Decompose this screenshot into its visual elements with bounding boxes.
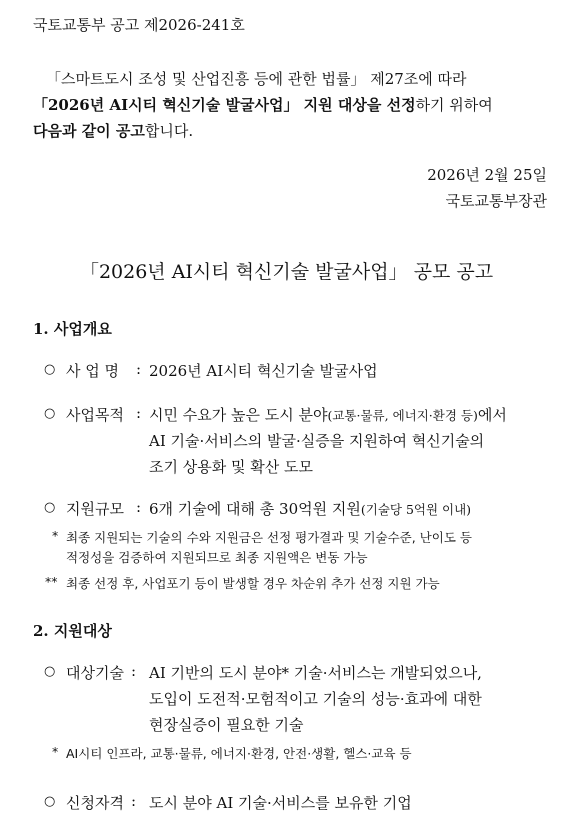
preamble-line-1 bbox=[46, 68, 467, 89]
field-value-line: 도입이 도전적·모험적이고 기술의 성능·효과에 대한 bbox=[149, 690, 482, 708]
preamble-text: 제27조에 따라 bbox=[365, 70, 467, 88]
footnote-text: 최종 선정 후, 사업포기 등이 발생할 경우 차순위 추가 선정 지원 가능 bbox=[66, 576, 440, 591]
field-colon: : bbox=[131, 792, 137, 810]
field-value-line bbox=[149, 404, 507, 425]
field-label: 대상기술 bbox=[66, 664, 124, 682]
scale-note: (기술당 5억원 이내) bbox=[360, 502, 472, 517]
law-reference: 「스마트도시 조성 및 산업진흥 등에 관한 법률」 bbox=[46, 70, 366, 88]
purpose-text: 에서 bbox=[477, 406, 507, 424]
scale-text: 6개 기술에 대해 총 30억원 지원 bbox=[149, 500, 361, 518]
field-label: 신청자격 bbox=[66, 794, 124, 812]
preamble-text: 합니다. bbox=[144, 122, 194, 140]
field-value-line: AI 기술·서비스의 발굴·실증을 지원하여 혁신기술의 bbox=[149, 432, 485, 450]
footnote-mark: * bbox=[52, 528, 59, 543]
footnote-text: 적정성을 검증하여 지원되므로 최종 지원액은 변동 가능 bbox=[66, 550, 368, 565]
purpose-text: 시민 수요가 높은 도시 분야 bbox=[149, 406, 328, 424]
section-heading: 2. 지원대상 bbox=[33, 622, 112, 640]
preamble-emphasis: 다음과 같이 공고 bbox=[33, 122, 145, 140]
field-colon: : bbox=[136, 498, 142, 516]
preamble-text: 하기 위하여 bbox=[415, 96, 493, 114]
footnote-text: 최종 지원되는 기술의 수와 지원금은 선정 평가결과 및 기술수준, 난이도 등 bbox=[66, 530, 472, 545]
field-label: 사업목적 bbox=[66, 406, 124, 424]
field-colon: : bbox=[136, 404, 142, 422]
bullet-icon: ○ bbox=[44, 664, 56, 679]
field-value bbox=[149, 498, 471, 519]
field-label: 지원규모 bbox=[66, 500, 124, 518]
purpose-example: (교통·물류, 에너지·환경 등) bbox=[327, 408, 478, 423]
bullet-icon: ○ bbox=[44, 500, 56, 515]
bullet-icon: ○ bbox=[44, 406, 56, 421]
field-value: 2026년 AI시티 혁신기술 발굴사업 bbox=[149, 362, 378, 380]
field-colon: : bbox=[131, 662, 137, 680]
footnote-mark: ** bbox=[45, 574, 58, 589]
bullet-icon: ○ bbox=[44, 362, 56, 377]
bullet-icon: ○ bbox=[44, 794, 56, 809]
document-title: 「2026년 AI시티 혁신기술 발굴사업」 공모 공고 bbox=[79, 261, 494, 283]
field-value-line: AI 기반의 도시 분야* 기술·서비스는 개발되었으나, bbox=[149, 664, 482, 682]
footnote-mark: * bbox=[52, 744, 59, 759]
section-heading: 1. 사업개요 bbox=[33, 320, 112, 338]
preamble-line-3 bbox=[33, 120, 193, 141]
field-value-line: 조기 상용화 및 확산 도모 bbox=[149, 458, 313, 476]
notice-date: 2026년 2월 25일 bbox=[427, 166, 547, 184]
field-label: 사 업 명 bbox=[66, 362, 120, 380]
issuing-authority: 국토교통부장관 bbox=[445, 192, 547, 210]
footnote-text: AI시티 인프라, 교통·물류, 에너지·환경, 안전·생활, 헬스·교육 등 bbox=[66, 746, 412, 761]
preamble-line-2 bbox=[33, 94, 493, 115]
preamble-emphasis: 「2026년 AI시티 혁신기술 발굴사업」 지원 대상을 선정 bbox=[33, 96, 416, 114]
field-value-line: 현장실증이 필요한 기술 bbox=[149, 716, 304, 734]
field-colon: : bbox=[136, 360, 142, 378]
field-value: 도시 분야 AI 기술·서비스를 보유한 기업 bbox=[149, 794, 412, 812]
notice-number: 국토교통부 공고 제2026-241호 bbox=[33, 16, 245, 34]
